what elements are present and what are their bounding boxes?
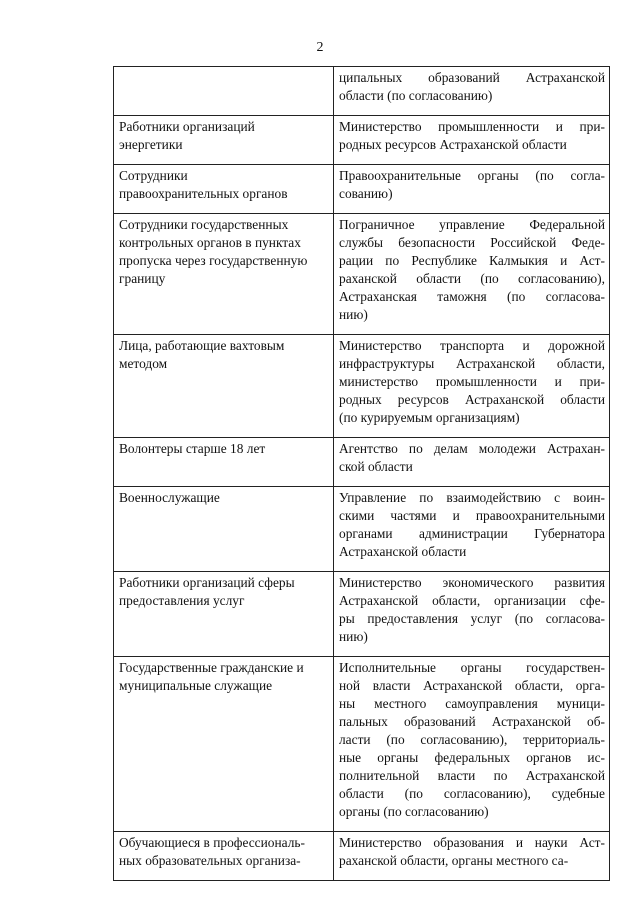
table-row: [114, 438, 610, 487]
category-cell: [114, 572, 334, 657]
responsible-line: органами администрации Губернатора: [339, 526, 605, 541]
responsible-line: Астраханской области, организации сфе-: [339, 593, 605, 608]
responsible-line: родных ресурсов Астраханской области: [339, 392, 605, 407]
category-cell: [114, 116, 334, 165]
category-line: Сотрудники государственных: [119, 217, 289, 232]
responsible-line: раханской области, органы местного са-: [339, 853, 569, 868]
category-line: Государственные гражданские и: [119, 660, 304, 675]
category-line: Работники организаций сферы: [119, 575, 295, 590]
category-line: энергетики: [119, 137, 183, 152]
responsible-cell: [334, 832, 610, 881]
category-line: муниципальные служащие: [119, 678, 273, 693]
responsible-line: области (по согласованию), судебные: [339, 786, 605, 801]
responsible-line: полнительной власти по Астраханской: [339, 768, 605, 783]
category-cell: [114, 832, 334, 881]
responsible-cell: [334, 657, 610, 832]
responsible-cell: [334, 214, 610, 335]
table-body: [114, 67, 610, 881]
responsible-line: (по курируемым организациям): [339, 410, 520, 425]
responsible-line: ные органы федеральных органов ис-: [339, 750, 605, 765]
responsible-cell: [334, 165, 610, 214]
category-line: Лица, работающие вахтовым: [119, 338, 285, 353]
responsible-line: ласти (по согласованию), территориаль-: [339, 732, 605, 747]
category-line: Сотрудники: [119, 168, 188, 183]
responsible-line: ципальных образований Астраханской: [339, 70, 605, 85]
category-line: Военнослужащие: [119, 490, 220, 505]
table-row: [114, 487, 610, 572]
category-line: границу: [119, 271, 166, 286]
responsible-line: ской области: [339, 459, 413, 474]
responsible-line: инфраструктуры Астраханской области,: [339, 356, 605, 371]
responsible-line: Министерство транспорта и дорожной: [339, 338, 605, 353]
responsible-line: органы (по согласованию): [339, 804, 489, 819]
responsible-line: скими частями и правоохранительными: [339, 508, 605, 523]
responsible-cell: [334, 67, 610, 116]
responsible-line: Астраханской области: [339, 544, 467, 559]
table-row: [114, 214, 610, 335]
responsible-line: области (по согласованию): [339, 88, 493, 103]
table-row: [114, 116, 610, 165]
responsible-cell: [334, 335, 610, 438]
category-cell: [114, 214, 334, 335]
responsible-line: Управление по взаимодействию с воин-: [339, 490, 605, 505]
responsible-line: министерство промышленности и при-: [339, 374, 605, 389]
responsible-line: пальных образований Астраханской об-: [339, 714, 605, 729]
responsible-cell: [334, 487, 610, 572]
responsible-line: Правоохранительные органы (по согла-: [339, 168, 605, 183]
table-row: [114, 657, 610, 832]
table-row: [114, 67, 610, 116]
category-cell: [114, 657, 334, 832]
responsible-line: ной власти Астраханской области, орга-: [339, 678, 605, 693]
table-row: [114, 335, 610, 438]
responsible-line: Министерство экономического развития: [339, 575, 605, 590]
responsible-line: нию): [339, 307, 368, 322]
category-cell: [114, 487, 334, 572]
category-line: контрольных органов в пунктах: [119, 235, 301, 250]
table-row: [114, 832, 610, 881]
category-line: методом: [119, 356, 168, 371]
category-cell: [114, 438, 334, 487]
responsible-line: Пограничное управление Федеральной: [339, 217, 605, 232]
category-line: правоохранительных органов: [119, 186, 288, 201]
responsible-line: раханской области (по согласованию),: [339, 271, 605, 286]
responsible-line: нию): [339, 629, 368, 644]
responsible-line: Астраханская таможня (по согласова-: [339, 289, 605, 304]
category-line: Обучающиеся в профессиональ-: [119, 835, 305, 850]
responsible-cell: [334, 116, 610, 165]
responsible-line: рации по Республике Калмыкия и Аст-: [339, 253, 605, 268]
category-line: предоставления услуг: [119, 593, 245, 608]
responsible-line: Агентство по делам молодежи Астрахан-: [339, 441, 605, 456]
category-line: пропуска через государственную: [119, 253, 308, 268]
responsible-line: Исполнительные органы государствен-: [339, 660, 605, 675]
document-table: [113, 66, 610, 881]
responsible-line: Министерство образования и науки Аст-: [339, 835, 605, 850]
table-row: [114, 572, 610, 657]
responsible-line: ны местного самоуправления муници-: [339, 696, 605, 711]
responsible-line: ры предоставления услуг (по согласова-: [339, 611, 605, 626]
responsible-cell: [334, 572, 610, 657]
responsible-cell: [334, 438, 610, 487]
category-line: ных образовательных организа-: [119, 853, 301, 868]
responsible-line: Министерство промышленности и при-: [339, 119, 605, 134]
category-line: Работники организаций: [119, 119, 255, 134]
table-row: [114, 165, 610, 214]
responsible-line: родных ресурсов Астраханской области: [339, 137, 567, 152]
category-cell: [114, 67, 334, 116]
page-number: 2: [316, 40, 324, 55]
responsible-line: сованию): [339, 186, 393, 201]
category-cell: [114, 165, 334, 214]
category-line: Волонтеры старше 18 лет: [119, 441, 266, 456]
responsible-line: службы безопасности Российской Феде-: [339, 235, 605, 250]
category-cell: [114, 335, 334, 438]
